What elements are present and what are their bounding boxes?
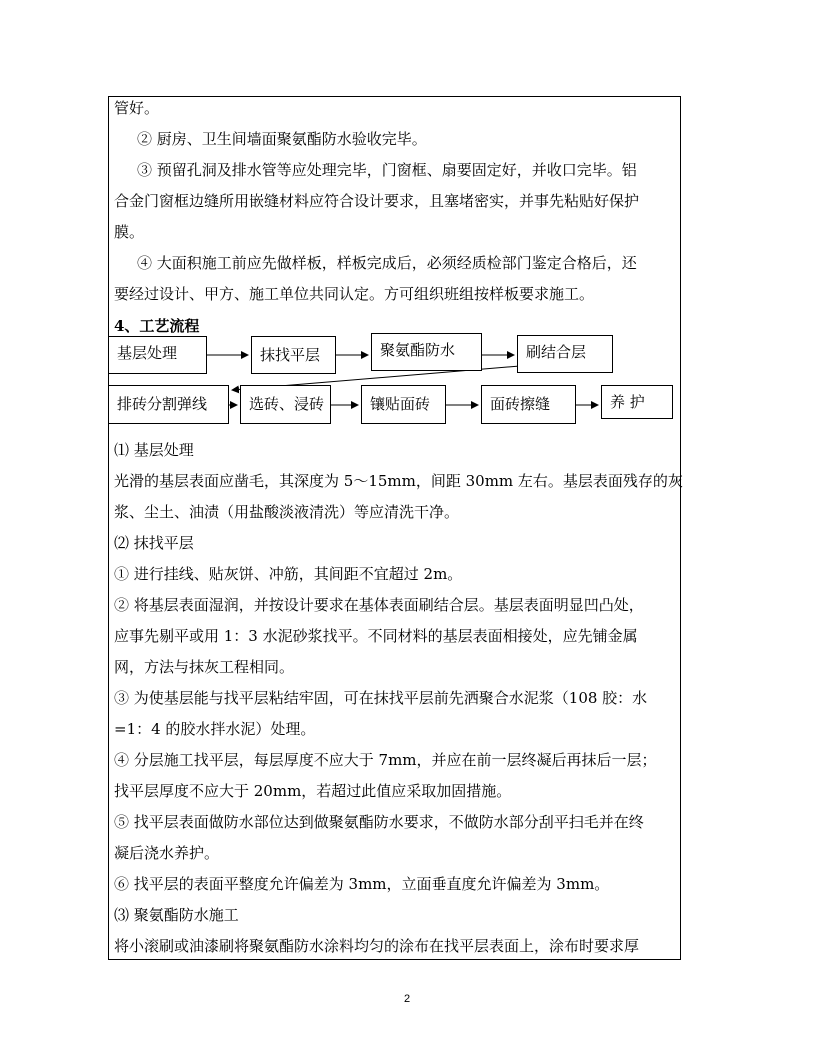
- detail-line: ① 进行挂线、贴灰饼、冲筋，其间距不宜超过 2m。: [114, 565, 463, 583]
- paragraph-line: ④ 大面积施工前应先做样板，样板完成后，必须经质检部门鉴定合格后，还: [137, 254, 637, 272]
- detail-line: ⑴ 基层处理: [114, 441, 194, 459]
- flow-step-bonding-layer: 刷结合层: [517, 335, 613, 373]
- flow-step-tile-soaking: 选砖、浸砖: [240, 385, 331, 424]
- detail-line: ⑵ 抹找平层: [114, 534, 194, 552]
- flow-step-leveling: 抹找平层: [251, 336, 336, 374]
- detail-line: ④ 分层施工找平层，每层厚度不应大于 7mm，并应在前一层终凝后再抹后一层；: [114, 751, 657, 769]
- flow-step-curing: 养 护: [601, 385, 673, 419]
- detail-line: 找平层厚度不应大于 20mm，若超过此值应采取加固措施。: [114, 782, 512, 800]
- detail-line: ⑤ 找平层表面做防水部位达到做聚氨酯防水要求，不做防水部分刮平扫毛并在终: [114, 813, 644, 831]
- detail-line: 浆、尘土、油渍（用盐酸淡液清洗）等应清洗干净。: [114, 503, 460, 521]
- detail-line: 将小滚刷或油漆刷将聚氨酯防水涂料均匀的涂布在找平层表面上，涂布时要求厚: [114, 937, 640, 955]
- flow-step-layout-marking: 排砖分割弹线: [108, 385, 229, 424]
- flow-step-tile-laying: 镶贴面砖: [361, 385, 446, 424]
- detail-line: 光滑的基层表面应凿毛，其深度为 5～15mm，间距 30mm 左右。基层表面残存的灰: [114, 472, 683, 490]
- paragraph-line: 合金门窗框边缝所用嵌缝材料应符合设计要求，且塞堵密实，并事先粘贴好保护: [114, 192, 640, 210]
- flow-step-waterproof: 聚氨酯防水: [371, 333, 482, 371]
- detail-line: =1：4 的胶水拌水泥）处理。: [114, 720, 316, 738]
- paragraph-line: 管好。: [114, 99, 160, 117]
- paragraph-line: 要经过设计、甲方、施工单位共同认定。方可组织班组按样板要求施工。: [114, 285, 595, 303]
- paragraph-line: ③ 预留孔洞及排水管等应处理完毕，门窗框、扇要固定好，并收口完毕。铝: [137, 161, 637, 179]
- detail-line: 网，方法与抹灰工程相同。: [114, 658, 295, 676]
- flow-step-base-treatment: 基层处理: [108, 336, 207, 374]
- paragraph-line: 膜。: [114, 223, 145, 241]
- paragraph-line: ② 厨房、卫生间墙面聚氨酯防水验收完毕。: [137, 130, 427, 148]
- page-number: 2: [404, 993, 411, 1005]
- detail-line: 凝后浇水养护。: [114, 844, 220, 862]
- detail-line: ② 将基层表面湿润，并按设计要求在基体表面刷结合层。基层表面明显凹凸处，: [114, 596, 644, 614]
- flow-step-grouting: 面砖擦缝: [481, 385, 576, 424]
- section-heading: 4、工艺流程: [114, 317, 200, 335]
- detail-line: ⑥ 找平层的表面平整度允许偏差为 3mm，立面垂直度允许偏差为 3mm。: [114, 875, 610, 893]
- detail-line: ③ 为使基层能与找平层粘结牢固，可在抹找平层前先洒聚合水泥浆（108 胶：水: [114, 689, 648, 707]
- detail-line: 应事先剔平或用 1：3 水泥砂浆找平。不同材料的基层表面相接处，应先铺金属: [114, 627, 638, 645]
- detail-line: ⑶ 聚氨酯防水施工: [114, 906, 239, 924]
